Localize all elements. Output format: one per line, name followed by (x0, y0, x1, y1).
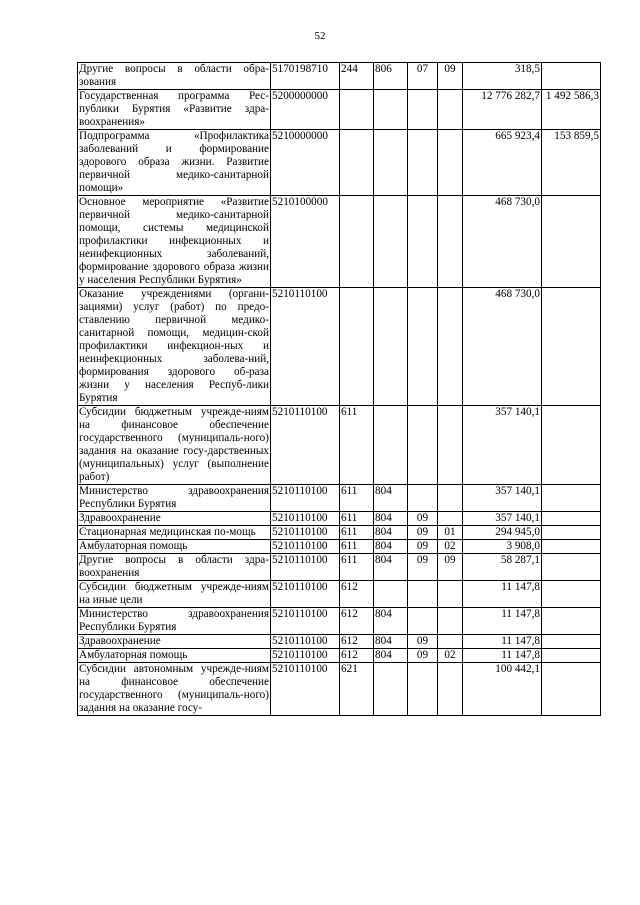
row-gr-cell (374, 581, 408, 608)
row-gr-cell (374, 130, 408, 196)
row-gr-cell: 804 (374, 608, 408, 635)
row-vr-cell: 244 (340, 63, 374, 90)
table-row (78, 63, 601, 90)
row-sum2-cell (542, 608, 601, 635)
row-vr-cell: 612 (340, 608, 374, 635)
row-gr-cell (374, 196, 408, 288)
row-pr-cell (438, 608, 463, 635)
row-code-cell: 5210100000 (271, 196, 340, 288)
row-rz-cell (408, 196, 438, 288)
row-code-cell: 5210110100 (271, 554, 340, 581)
row-pr-cell (438, 581, 463, 608)
row-code-cell: 5210110100 (271, 526, 340, 540)
row-sum2-cell (542, 406, 601, 485)
row-pr-cell (438, 512, 463, 526)
row-pr-cell (438, 635, 463, 649)
row-name-cell: Здравоохранение (78, 635, 271, 649)
row-rz-cell (408, 663, 438, 716)
row-rz-cell: 09 (408, 540, 438, 554)
row-sum2-cell (542, 663, 601, 716)
row-rz-cell: 09 (408, 554, 438, 581)
table-row (78, 608, 601, 635)
row-name-cell: Подпрограмма «Профилактика заболеваний и формирование здорового образа жизни. Развитие первичной медико-санитарной помощи» (79, 130, 269, 194)
row-rz-cell (408, 406, 438, 485)
row-code-cell: 5210110100 (271, 635, 340, 649)
table-row (78, 288, 601, 406)
table-row (78, 526, 601, 540)
row-code-cell: 5200000000 (271, 90, 340, 130)
row-sum-cell: 468 730,0 (463, 196, 542, 288)
row-gr-cell: 804 (374, 649, 408, 663)
row-name-cell: Субсидии автономным учрежде-ниям на финансовое обеспечение государственного (муниципаль-ного) задания на оказание госу- (79, 663, 269, 714)
row-name-cell: Министерство здравоохранения Республики Бурятия (79, 608, 269, 633)
row-sum-cell: 318,5 (463, 63, 542, 90)
row-vr-cell: 611 (340, 485, 374, 512)
row-code-cell: 5170198710 (271, 63, 340, 90)
row-rz-cell: 09 (408, 512, 438, 526)
row-pr-cell (438, 663, 463, 716)
row-sum2-cell (542, 649, 601, 663)
row-sum2-cell (542, 512, 601, 526)
row-vr-cell: 611 (340, 540, 374, 554)
row-code-cell: 5210110100 (271, 663, 340, 716)
row-pr-cell (438, 485, 463, 512)
page-number: 52 (314, 30, 326, 42)
row-name-cell: Другие вопросы в области здра-воохранения (79, 554, 269, 579)
row-name-cell: Стационарная медицинская по-мощь (78, 526, 271, 540)
row-sum2-cell (542, 288, 601, 406)
row-gr-cell: 804 (374, 485, 408, 512)
row-rz-cell: 07 (408, 63, 438, 90)
row-vr-cell (340, 196, 374, 288)
row-code-cell: 5210110100 (271, 540, 340, 554)
row-sum2-cell: 1 492 586,3 (542, 90, 601, 130)
row-sum2-cell (542, 540, 601, 554)
row-gr-cell (374, 663, 408, 716)
row-pr-cell: 02 (438, 649, 463, 663)
row-pr-cell (438, 130, 463, 196)
row-sum-cell: 468 730,0 (463, 288, 542, 406)
row-sum-cell: 58 287,1 (463, 554, 542, 581)
row-sum-cell: 11 147,8 (463, 581, 542, 608)
row-code-cell: 5210000000 (271, 130, 340, 196)
row-name-cell: Субсидии бюджетным учрежде-ниям на иные цели (79, 581, 269, 606)
row-vr-cell: 611 (340, 512, 374, 526)
row-sum-cell: 11 147,8 (463, 608, 542, 635)
row-sum-cell: 11 147,8 (463, 635, 542, 649)
row-code-cell: 5210110100 (271, 406, 340, 485)
row-vr-cell: 612 (340, 635, 374, 649)
row-gr-cell (374, 90, 408, 130)
table-row (78, 554, 601, 581)
row-rz-cell (408, 288, 438, 406)
table-row (78, 540, 601, 554)
row-name-cell: Государственная программа Рес-публики Бурятия «Развитие здра-воохранения» (79, 90, 269, 128)
row-sum-cell: 294 945,0 (463, 526, 542, 540)
row-name-cell: Министерство здравоохранения Республики Бурятия (79, 485, 269, 510)
row-sum2-cell (542, 196, 601, 288)
row-name-cell: Основное мероприятие «Развитие первичной медико-санитарной помощи, системы медицинской профилактики инфекционных и неинфекционных заболеваний, формирование здорового образа жизни у населения Республики Бурятия» (79, 196, 269, 286)
row-gr-cell (374, 406, 408, 485)
row-pr-cell (438, 288, 463, 406)
row-code-cell: 5210110100 (271, 288, 340, 406)
table-row (78, 649, 601, 663)
row-sum2-cell (542, 63, 601, 90)
row-code-cell: 5210110100 (271, 512, 340, 526)
row-rz-cell: 09 (408, 526, 438, 540)
row-name-cell: Субсидии бюджетным учрежде-ниям на финансовое обеспечение государственного (муниципаль-ного) задания на оказание госу-дарственных (муниципальных) услуг (выполнение работ) (79, 406, 269, 483)
budget-table-body (78, 63, 601, 716)
row-gr-cell: 804 (374, 526, 408, 540)
row-sum2-cell (542, 635, 601, 649)
row-vr-cell (340, 130, 374, 196)
table-row (78, 196, 601, 288)
row-code-cell: 5210110100 (271, 485, 340, 512)
row-gr-cell: 806 (374, 63, 408, 90)
row-sum-cell: 3 908,0 (463, 540, 542, 554)
row-sum2-cell (542, 485, 601, 512)
row-name-cell: Амбулаторная помощь (78, 540, 271, 554)
row-sum2-cell (542, 526, 601, 540)
row-rz-cell (408, 581, 438, 608)
row-pr-cell: 09 (438, 63, 463, 90)
row-sum-cell: 357 140,1 (463, 485, 542, 512)
table-row (78, 635, 601, 649)
row-vr-cell: 611 (340, 554, 374, 581)
row-sum-cell: 357 140,1 (463, 512, 542, 526)
table-row (78, 663, 601, 716)
row-rz-cell (408, 608, 438, 635)
row-sum2-cell (542, 554, 601, 581)
row-sum-cell: 665 923,4 (463, 130, 542, 196)
row-rz-cell (408, 130, 438, 196)
row-pr-cell (438, 406, 463, 485)
row-rz-cell (408, 90, 438, 130)
row-sum-cell: 12 776 282,7 (463, 90, 542, 130)
row-sum2-cell: 153 859,5 (542, 130, 601, 196)
row-code-cell: 5210110100 (271, 581, 340, 608)
row-vr-cell: 611 (340, 406, 374, 485)
row-rz-cell: 09 (408, 649, 438, 663)
row-gr-cell: 804 (374, 512, 408, 526)
row-name-cell: Здравоохранение (78, 512, 271, 526)
table-row (78, 485, 601, 512)
row-name-cell: Амбулаторная помощь (78, 649, 271, 663)
row-vr-cell: 611 (340, 526, 374, 540)
row-gr-cell: 804 (374, 635, 408, 649)
row-pr-cell: 01 (438, 526, 463, 540)
row-vr-cell: 612 (340, 581, 374, 608)
row-sum-cell: 100 442,1 (463, 663, 542, 716)
row-vr-cell: 612 (340, 649, 374, 663)
row-vr-cell: 621 (340, 663, 374, 716)
table-row (78, 512, 601, 526)
row-name-cell: Оказание учреждениями (органи-зациями) услуг (работ) по предо-ставлению первичной медико-санитарной помощи, медицин-ской профилактики инфекцион-ных и неинфекционных заболева-ний, формирования здорового об-раза жизни у населения Респуб-лики Бурятия (79, 288, 269, 404)
budget-table (77, 62, 601, 716)
table-row (78, 406, 601, 485)
row-rz-cell: 09 (408, 635, 438, 649)
row-gr-cell (374, 288, 408, 406)
row-pr-cell: 02 (438, 540, 463, 554)
row-sum-cell: 11 147,8 (463, 649, 542, 663)
row-code-cell: 5210110100 (271, 649, 340, 663)
row-pr-cell (438, 90, 463, 130)
table-row (78, 90, 601, 130)
row-gr-cell: 804 (374, 540, 408, 554)
table-row (78, 581, 601, 608)
row-code-cell: 5210110100 (271, 608, 340, 635)
row-pr-cell: 09 (438, 554, 463, 581)
row-name-cell: Другие вопросы в области обра-зования (79, 63, 269, 88)
row-sum2-cell (542, 581, 601, 608)
row-rz-cell (408, 485, 438, 512)
row-pr-cell (438, 196, 463, 288)
row-vr-cell (340, 90, 374, 130)
row-sum-cell: 357 140,1 (463, 406, 542, 485)
row-gr-cell: 804 (374, 554, 408, 581)
row-vr-cell (340, 288, 374, 406)
table-row (78, 130, 601, 196)
